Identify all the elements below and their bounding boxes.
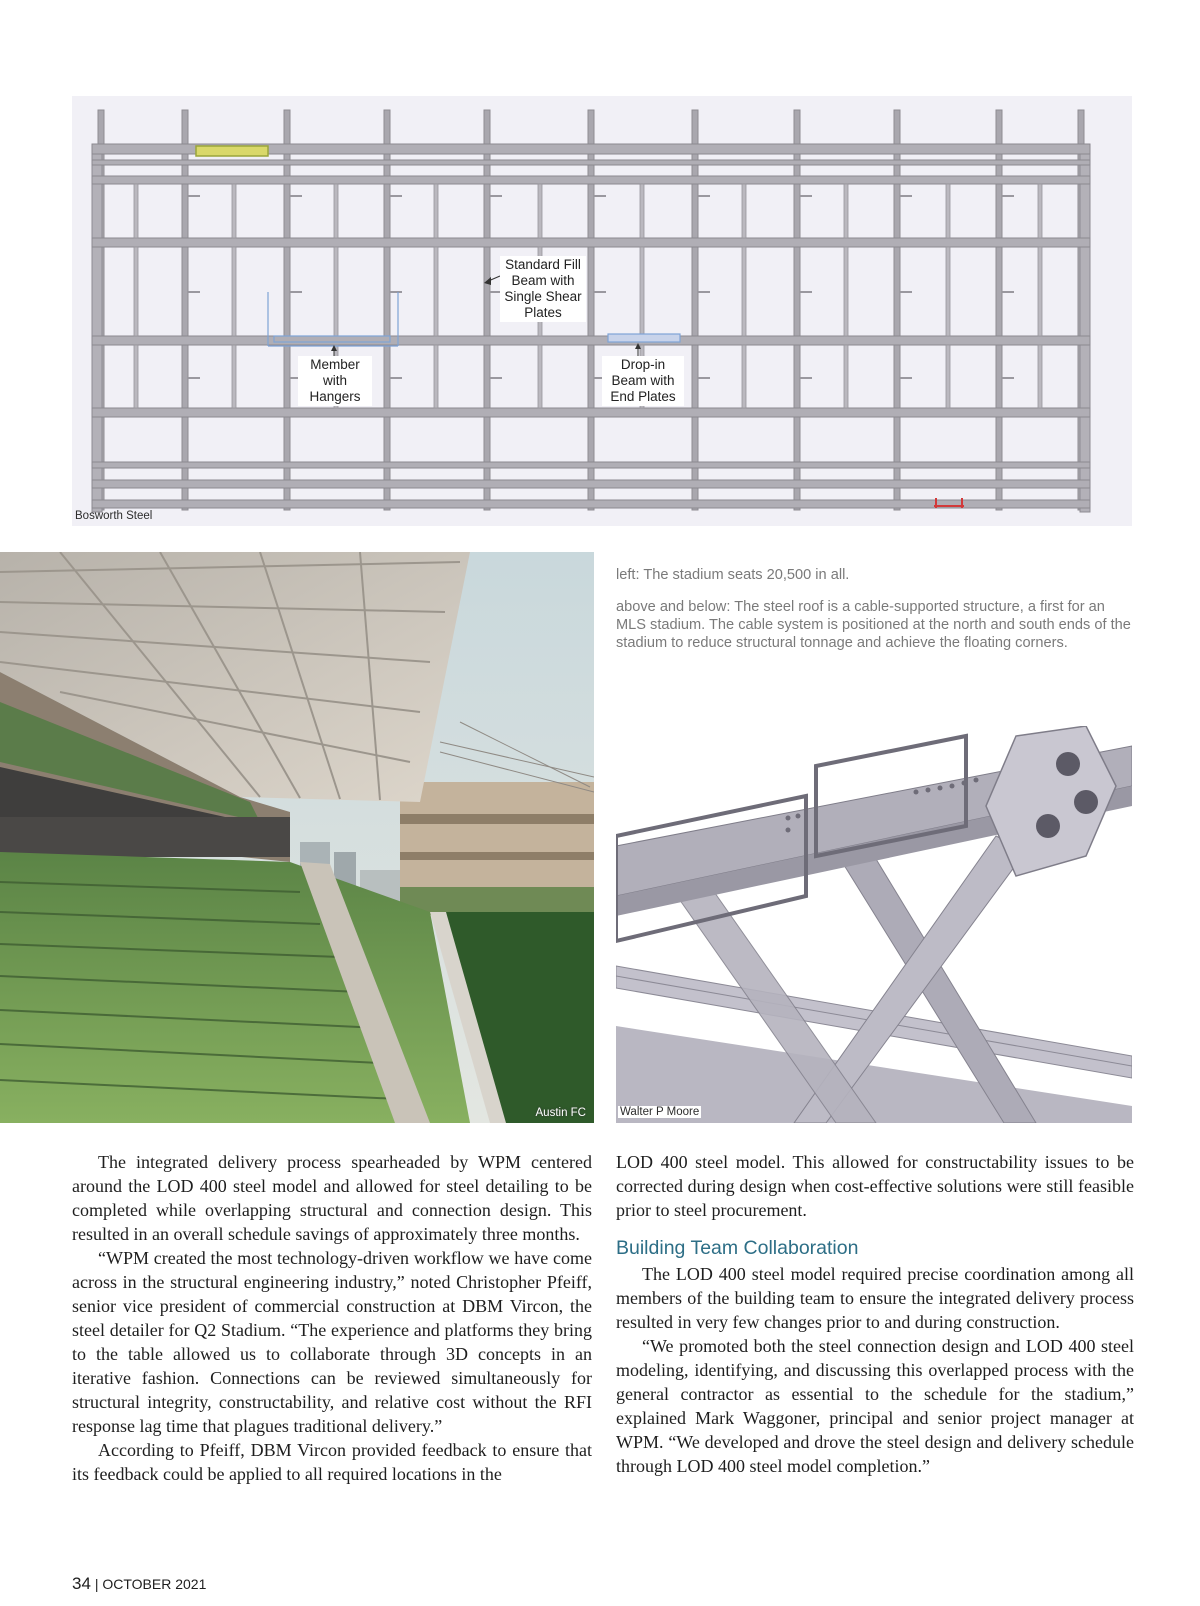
page-number: 34: [72, 1574, 91, 1593]
body-paragraph: “WPM created the most technology-driven workflow we have come across in the structural engineering industry,” noted Christopher Pfeiff, senior vice president of commercial construction at DBM Vircon, the steel detailer for Q2 Stadium. “The experience and platforms they bring to the table allowed us to collaborate through 3D concepts in an iterative fashion. Connections can be reviewed simultaneously for structural integrity, constructability, and relative cost without the RFI response lag time that plagues traditional delivery.”: [72, 1248, 592, 1436]
body-paragraph: The integrated delivery process spearheaded by WPM centered around the LOD 400 steel model and allowed for steel detailing to be completed while overlapping structural and connection design. This resulted in an overall schedule savings of approximately three months.: [72, 1152, 592, 1244]
body-column-right: [616, 1150, 1134, 1478]
body-paragraph: The LOD 400 steel model required precise coordination among all members of the building team to ensure the integrated delivery process resulted in very few changes prior to and during construction.: [616, 1264, 1134, 1332]
stadium-photo: [0, 552, 594, 1123]
steel-framing-drawing: [72, 96, 1132, 526]
caption-above-below: above and below: The steel roof is a cable-supported structure, a first for an MLS stadium. The cable system is positioned at the north and south ends of the stadium to reduce structural tonnage and achieve the floating corners.: [616, 599, 1131, 651]
caption-left: left: The stadium seats 20,500 in all.: [616, 567, 850, 583]
body-paragraph: “We promoted both the steel connection design and LOD 400 steel modeling, identifying, and discussing this overlapped process with the general contractor as essential to the schedule for the stadium,” explained Mark Waggoner, principal and senior project manager at WPM. “We developed and drove the steel design and delivery schedule through LOD 400 steel model completion.”: [616, 1336, 1134, 1476]
steel-model-drawing: [616, 726, 1132, 1123]
steel-framing-figure: [72, 96, 1132, 526]
callout-standard-fill-beam: Standard Fill Beam with Single Shear Plates: [500, 256, 586, 322]
photo-credit-walter-p-moore: Walter P Moore: [620, 1106, 700, 1118]
body-column-left: [72, 1150, 592, 1486]
steel-model-render: [616, 726, 1132, 1123]
folio-separator: |: [94, 1576, 99, 1592]
page-folio: [72, 1574, 206, 1594]
stadium-illustration: [0, 552, 594, 1123]
callout-member-with-hangers: Member with Hangers: [298, 356, 372, 406]
section-heading: Building Team Collaboration: [616, 1237, 859, 1259]
callout-drop-in-beam: Drop-in Beam with End Plates: [602, 356, 684, 406]
body-paragraph-continued: LOD 400 steel model. This allowed for constructability issues to be corrected during design when cost-effective solutions were still feasible prior to steel procurement.: [616, 1152, 1134, 1220]
photo-credit-austin-fc: Austin FC: [535, 1107, 586, 1119]
body-paragraph: According to Pfeiff, DBM Vircon provided feedback to ensure that its feedback could be applied to all required locations in the: [72, 1440, 592, 1484]
issue-date: OCTOBER 2021: [102, 1576, 207, 1592]
photo-credit-bosworth: Bosworth Steel: [75, 510, 153, 522]
